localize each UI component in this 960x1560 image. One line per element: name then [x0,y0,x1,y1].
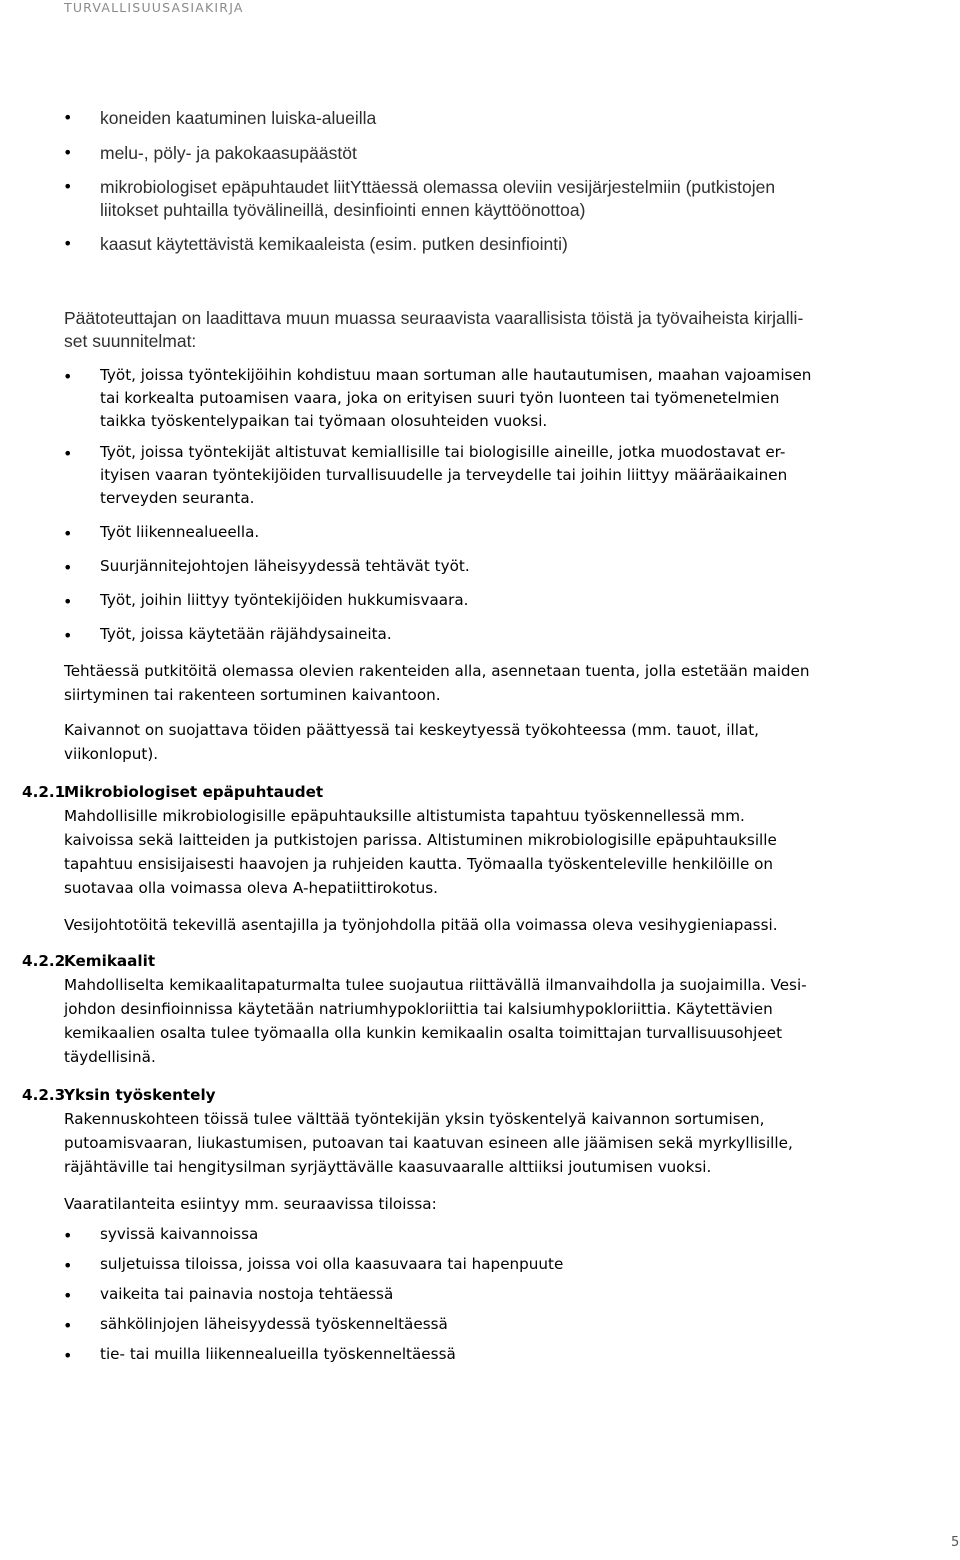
page-number: 5 [951,1535,960,1550]
paragraph-line: kemikaalien osalta tulee työmaalla olla kunkin kemikaalin osalta toimittajan turvallisuusohjeet [64,1024,783,1042]
bullet-dot: • [63,592,73,611]
paragraph-line: Kaivannot on suojattava töiden päättyessä tai keskeytyessä työkohteessa (mm. tauot, illat, [64,721,760,739]
list-item-continued: ityisen vaaran työntekijöiden turvallisuudelle ja terveydelle tai joihin liittyy määräaikainen [100,466,788,484]
list-item: Työt liikennealueella. [100,523,260,541]
paragraph-line: Mahdolliselta kemikaalitapaturmalta tulee suojautua riittävällä ilmanvaihdolla ja suojaimilla. Vesi- [64,976,807,994]
section-number: 4.2.1 [22,783,66,801]
paragraph-line: kaivoissa sekä laitteiden ja putkistojen parissa. Altistuminen mikrobiologisille epäpuhtauksille [64,831,777,849]
paragraph-line: Vesijohtotöitä tekevillä asentajilla ja työnjohdolla pitää olla voimassa oleva vesihygieniapassi. [64,916,778,934]
list-item: Työt, joissa työntekijät altistuvat kemiallisille tai biologisille aineille, jotka muodostavat er- [100,443,786,461]
list-item: kaasut käytettävistä kemikaaleista (esim. putken desinfiointi) [100,234,568,254]
list-item: syvissä kaivannoissa [100,1225,259,1243]
intro-paragraph-line: set suunnitelmat: [64,331,197,351]
paragraph-line: tapahtuu ensisijaisesti haavojen ja ruhjeiden kautta. Työmaalla työskenteleville henkilöille on [64,855,774,873]
bullet-dot: • [63,1346,73,1365]
list-item: Työt, joissa käytetään räjähdysaineita. [100,625,392,643]
section-number: 4.2.3 [22,1086,66,1104]
paragraph-line: räjähtäville tai hengitysilman syrjäyttävälle kaasuvaaralle alttiiksi joutumisen vuoksi. [64,1158,712,1176]
list-item-continued: taikka työskentelypaikan tai työmaan olosuhteiden vuoksi. [100,412,548,430]
list-item-continued: tai korkealta putoamisen vaara, joka on erityisen suuri työn luonteen tai työmenetelmien [100,389,780,407]
list-item: vaikeita tai painavia nostoja tehtäessä [100,1285,394,1303]
paragraph-line: putoamisvaaran, liukastumisen, putoavan tai kaatuvan esineen alle jäämisen sekä myrkyllisille, [64,1134,793,1152]
list-item: sähkölinjojen läheisyydessä työskenneltäessä [100,1315,448,1333]
bullet-dot: • [63,558,73,577]
bullet-dot: • [63,108,73,127]
paragraph-line: suotavaa olla voimassa oleva A-hepatiittirokotus. [64,879,438,897]
bullet-dot: • [63,367,73,386]
bullet-dot: • [63,524,73,543]
bullet-dot: • [63,143,73,162]
bullet-dot: • [63,234,73,253]
list-item: mikrobiologiset epäpuhtaudet liitYttäessä olemassa oleviin vesijärjestelmiin (putkistojen [100,177,776,197]
section-title: Mikrobiologiset epäpuhtaudet [64,783,324,801]
bullet-dot: • [63,1286,73,1305]
section-number: 4.2.2 [22,952,66,970]
bullet-dot: • [63,626,73,645]
list-item-continued: terveyden seuranta. [100,489,255,507]
bullet-dot: • [63,177,73,196]
list-item: Työt, joihin liittyy työntekijöiden hukkumisvaara. [100,591,469,609]
paragraph-line: viikonloput). [64,745,159,763]
list-item: koneiden kaatuminen luiska-alueilla [100,108,377,128]
bullet-dot: • [63,1316,73,1335]
bullet-dot: • [63,1256,73,1275]
paragraph-line: Mahdollisille mikrobiologisille epäpuhtauksille altistumista tapahtuu työskennellessä mm. [64,807,745,825]
paragraph-line: johdon desinfioinnissa käytetään natriumhypokloriittia tai kalsiumhypokloriittia. Käytettävien [64,1000,773,1018]
paragraph-line: Vaaratilanteita esiintyy mm. seuraavissa tiloissa: [64,1195,437,1213]
section-title: Yksin työskentely [64,1086,216,1104]
list-item: Suurjännitejohtojen läheisyydessä tehtävät työt. [100,557,470,575]
paragraph-line: siirtyminen tai rakenteen sortuminen kaivantoon. [64,686,441,704]
list-item-continued: liitokset puhtailla työvälineillä, desinfiointi ennen käyttöönottoa) [100,200,586,220]
paragraph-line: täydellisinä. [64,1048,156,1066]
bullet-dot: • [63,444,73,463]
intro-paragraph-line: Päätoteuttajan on laadittava muun muassa seuraavista vaarallisista töistä ja työvaiheista kirjalli- [64,308,804,328]
list-item: Työt, joissa työntekijöihin kohdistuu maan sortuman alle hautautumisen, maahan vajoamisen [100,366,812,384]
list-item: melu-, pöly- ja pakokaasupäästöt [100,143,357,163]
section-title: Kemikaalit [64,952,156,970]
paragraph-line: Rakennuskohteen töissä tulee välttää työntekijän yksin työskentelyä kaivannon sortumisen, [64,1110,765,1128]
list-item: tie- tai muilla liikennealueilla työskenneltäessä [100,1345,456,1363]
list-item: suljetuissa tiloissa, joissa voi olla kaasuvaara tai hapenpuute [100,1255,564,1273]
bullet-dot: • [63,1226,73,1245]
document-header-title: TURVALLISUUSASIAKIRJA [64,0,244,15]
paragraph-line: Tehtäessä putkitöitä olemassa olevien rakenteiden alla, asennetaan tuenta, jolla estetään maiden [64,662,810,680]
